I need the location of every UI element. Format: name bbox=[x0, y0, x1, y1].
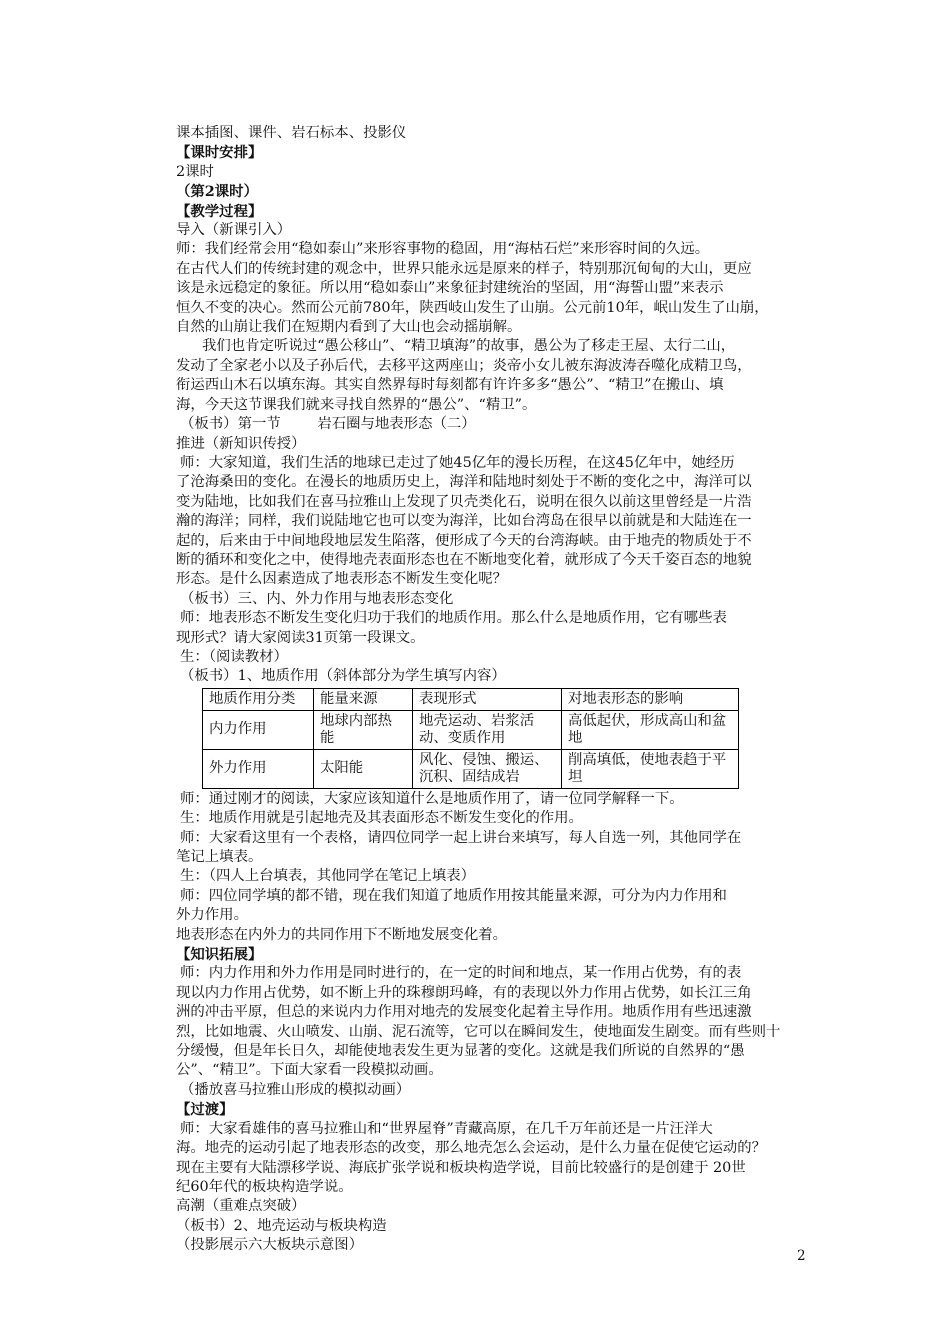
table-header-cell: 对地表形态的影响 bbox=[562, 688, 739, 710]
text-line: 师：大家看这里有一个表格，请四位同学一起上讲台来填写，每人自选一列，其他同学在 bbox=[180, 829, 742, 846]
summary-line: 地表形态在内外力的共同作用下不断地发展变化着。 bbox=[176, 926, 507, 943]
text-line: 公”、“精卫”。下面大家看一段模拟动画。 bbox=[176, 1062, 443, 1079]
paragraph-table-task bbox=[176, 829, 816, 868]
process-heading: 【教学过程】 bbox=[176, 202, 263, 220]
text-line: 师：内力作用和外力作用是同时进行的，在一定的时间和地点，某一作用占优势，有的表 bbox=[180, 965, 742, 982]
text-line: 变为陆地，比如我们在喜马拉雅山上发现了贝壳类化石，说明在很久以前这里曾经是一片浩 bbox=[176, 493, 752, 510]
text-line: 师：我们经常会用“稳如泰山”来形容事物的稳固，用“海枯石烂”来形容时间的久远。 bbox=[176, 241, 710, 258]
materials-line: 课本插图、课件、岩石标本、投影仪 bbox=[176, 125, 407, 141]
table-cell: 外力作用 bbox=[203, 749, 314, 788]
board-note-3: （板书）1、地质作用（斜体部分为学生填写内容） bbox=[180, 668, 506, 685]
text-line: 起的，后来由于中间地段地层发生陷落，便形成了今天的台湾海峡。由于地壳的物质处于不 bbox=[176, 532, 752, 549]
schedule-value: 2课时 bbox=[176, 163, 214, 180]
text-line: 师：地表形态不断发生变化归功于我们的地质作用。那么什么是地质作用，它有哪些表 bbox=[180, 610, 727, 627]
page-number: 2 bbox=[797, 1248, 806, 1264]
text-line: 现在主要有大陆漂移学说、海底扩张学说和板块构造学说，目前比较盛行的是创建于 20世 bbox=[176, 1159, 746, 1176]
text-line: 发动了全家老小以及子孙后代，去移平这两座山；炎帝小女儿被东海波涛吞噬化成精卫鸟， bbox=[176, 357, 752, 374]
table-cell: 风化、侵蚀、搬运、沉积、固结成岩 bbox=[413, 749, 562, 788]
text-line: 在古代人们的传统封建的观念中，世界只能永远是原来的样子，特别那沉甸甸的大山，更应 bbox=[176, 260, 752, 277]
text-line: 师：四位同学填的都不错，现在我们知道了地质作用按其能量来源，可分为内力作用和 bbox=[180, 887, 727, 904]
text-line: 现形式？请大家阅读31页第一段课文。 bbox=[176, 629, 425, 646]
table-cell: 削高填低，使地表趋于平坦 bbox=[562, 749, 739, 788]
text-line: 师：大家知道，我们生活的地球已走过了她45亿年的漫长历程，在这45亿年中，她经历 bbox=[180, 454, 735, 471]
table-cell: 地壳运动、岩浆活动、变质作用 bbox=[413, 710, 562, 749]
text-line: 分缓慢，但是年长日久，却能使地表发生更为显著的变化。这就是我们所说的自然界的“愚 bbox=[176, 1043, 745, 1060]
text-line: 断的循环和变化之中，使得地壳表面形态也在不断地变化着，就形成了今天千姿百态的地貌 bbox=[176, 551, 752, 568]
text-line: 洲的冲击平原，但总的来说内力作用对地壳的发展变化起着主导作用。地质作用有些迅速激 bbox=[176, 1004, 752, 1021]
board-note-2: （板书）三、内、外力作用与地表形态变化 bbox=[180, 590, 454, 607]
table-row bbox=[203, 710, 739, 749]
paragraph-geo-action bbox=[176, 609, 816, 648]
intro-label: 导入（新课引入） bbox=[176, 222, 292, 239]
text-line: 恒久不变的决心。然而公元前780年，陕西岐山发生了山崩。公元前10年，岷山发生了山崩， bbox=[176, 299, 769, 316]
text-line: 海，今天这节课我们就来寻找自然界的“愚公”、“精卫”。 bbox=[176, 396, 537, 413]
table-header-cell: 地质作用分类 bbox=[203, 688, 314, 710]
paragraph-summary-forces bbox=[176, 887, 816, 926]
table-row bbox=[203, 749, 739, 788]
student-reading: 生：（阅读教材） bbox=[180, 648, 288, 665]
text-line: 海。地壳的运动引起了地表形态的改变，那么地壳怎么会运动，是什么力量在促使它运动的？ bbox=[176, 1140, 767, 1157]
text-line: 笔记上填表。 bbox=[176, 849, 263, 865]
text-line: 师：大家看雄伟的喜马拉雅山和“世界屋脊”青藏高原，在几千万年前还是一片汪洋大 bbox=[180, 1120, 713, 1137]
board-note-1: （板书）第一节 岩石圈与地表形态（二） bbox=[180, 416, 476, 433]
text-line: 我们也肯定听说过“愚公移山”、“精卫填海”的故事，愚公为了移走王屋、太行二山， bbox=[202, 338, 736, 355]
text-line: 衔运西山木石以填东海。其实自然界每时每刻都有许许多多“愚公”、“精卫”在搬山、填 bbox=[176, 377, 724, 394]
table-header-cell: 能量来源 bbox=[314, 688, 413, 710]
table-header-row bbox=[203, 688, 739, 710]
projection-note: （投影展示六大板块示意图） bbox=[176, 1237, 364, 1254]
text-line: 纪60年代的板块构造学说。 bbox=[176, 1178, 353, 1195]
paragraph-expansion bbox=[176, 964, 816, 1080]
student-filling: 生：（四人上台填表，其他同学在笔记上填表） bbox=[180, 868, 476, 885]
paragraph-intro bbox=[176, 240, 816, 337]
table-header-cell: 表现形式 bbox=[413, 688, 562, 710]
text-line: 现以内力作用占优势，如不断上升的珠穆朗玛峰，有的表现以外力作用占优势，如长江三角 bbox=[176, 984, 752, 1001]
board-note-4: （板书）2、地壳运动与板块构造 bbox=[176, 1217, 387, 1234]
transition-heading: 【过渡】 bbox=[176, 1101, 234, 1119]
table-cell: 高低起伏，形成高山和盆地 bbox=[562, 710, 739, 749]
climax-label: 高潮（重难点突破） bbox=[176, 1198, 306, 1215]
paragraph-transition bbox=[176, 1120, 816, 1198]
document-body bbox=[176, 124, 816, 1256]
text-line: 瀚的海洋；同样，我们说陆地它也可以变为海洋，比如台湾岛在很早以前就是和大陆连在一 bbox=[176, 513, 752, 530]
text-line: 生：地质作用就是引起地壳及其表面形态不断发生变化的作用。 bbox=[180, 810, 583, 827]
lesson-label: （第2课时） bbox=[176, 183, 258, 201]
text-line: 自然的山崩让我们在短期内看到了大山也会动摇崩解。 bbox=[176, 319, 522, 336]
table-cell: 太阳能 bbox=[314, 749, 413, 788]
paragraph-legends bbox=[176, 337, 816, 415]
table-cell: 内力作用 bbox=[203, 710, 314, 749]
advance-label: 推进（新知识传授） bbox=[176, 435, 306, 452]
text-line: 该是永远稳定的象征。所以用“稳如泰山”来象征封建统治的坚固，用“海誓山盟”来表示 bbox=[176, 280, 724, 297]
table-cell: 地球内部热能 bbox=[314, 710, 413, 749]
expand-heading: 【知识拓展】 bbox=[176, 946, 263, 964]
text-line: 师：通过刚才的阅读，大家应该知道什么是地质作用了，请一位同学解释一下。 bbox=[180, 790, 684, 807]
schedule-heading: 【课时安排】 bbox=[176, 144, 263, 162]
geology-table bbox=[202, 688, 739, 789]
animation-note: （播放喜马拉雅山形成的模拟动画） bbox=[180, 1081, 411, 1098]
paragraph-earth-history bbox=[176, 454, 816, 590]
text-line: 了沧海桑田的变化。在漫长的地质历史上，海洋和陆地时刻处于不断的变化之中，海洋可以 bbox=[176, 474, 752, 491]
text-line: 外力作用。 bbox=[176, 907, 248, 924]
text-line: 烈，比如地震、火山喷发、山崩、泥石流等，它可以在瞬间发生，使地面发生剧变。而有些则十 bbox=[176, 1023, 781, 1040]
text-line: 形态。是什么因素造成了地表形态不断发生变化呢？ bbox=[176, 571, 507, 588]
